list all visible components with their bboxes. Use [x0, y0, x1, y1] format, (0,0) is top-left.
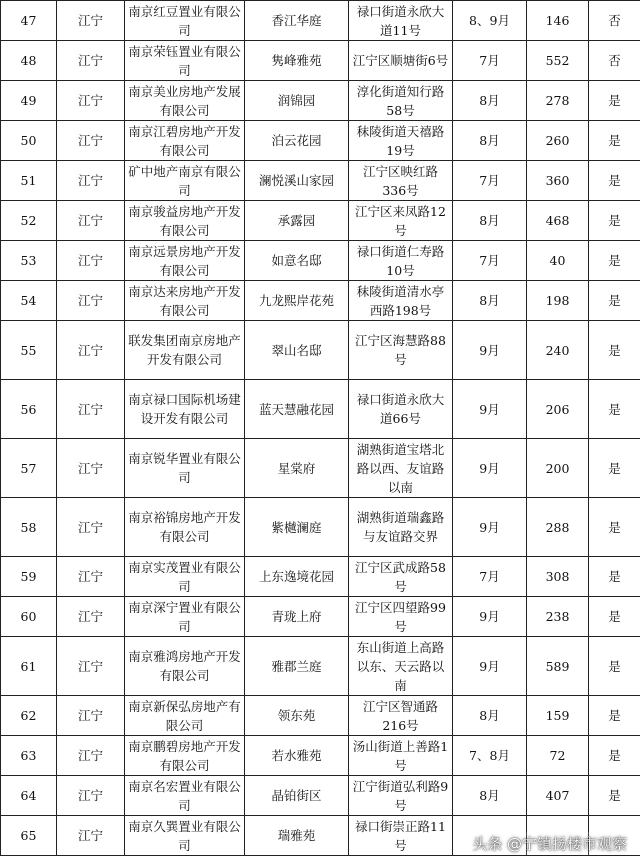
cell-company: 南京江碧房地产开发有限公司 — [125, 121, 245, 161]
table-row — [1, 281, 640, 321]
cell-units: 308 — [527, 557, 589, 597]
cell-location: 淳化街道知行路58号 — [349, 81, 453, 121]
table-body — [1, 1, 640, 856]
cell-district: 江宁 — [57, 498, 125, 557]
cell-project: 上东逸境花园 — [245, 557, 349, 597]
cell-company: 南京久巽置业有限公司 — [125, 816, 245, 856]
cell-flag: 是 — [589, 281, 640, 321]
table-row — [1, 557, 640, 597]
table-row — [1, 498, 640, 557]
cell-units: 360 — [527, 161, 589, 201]
cell-project: 领东苑 — [245, 696, 349, 736]
cell-project: 青珑上府 — [245, 597, 349, 637]
cell-number: 47 — [1, 1, 57, 41]
cell-district: 江宁 — [57, 776, 125, 816]
cell-project: 若水雅苑 — [245, 736, 349, 776]
cell-company: 南京实茂置业有限公司 — [125, 557, 245, 597]
cell-units: 206 — [527, 380, 589, 439]
cell-district: 江宁 — [57, 81, 125, 121]
cell-units: 552 — [527, 41, 589, 81]
cell-project: 紫樾澜庭 — [245, 498, 349, 557]
cell-flag: 是 — [589, 776, 640, 816]
cell-month: 8月 — [453, 776, 527, 816]
table-row — [1, 121, 640, 161]
cell-district: 江宁 — [57, 1, 125, 41]
cell-month: 7月 — [453, 41, 527, 81]
table-row — [1, 241, 640, 281]
cell-month: 9月 — [453, 637, 527, 696]
cell-company: 南京远景房地产开发有限公司 — [125, 241, 245, 281]
table-row — [1, 41, 640, 81]
cell-month: 8月 — [453, 201, 527, 241]
cell-month: 9月 — [453, 321, 527, 380]
cell-flag: 是 — [589, 121, 640, 161]
cell-units: 200 — [527, 439, 589, 498]
cell-location: 禄口街道仁寿路10号 — [349, 241, 453, 281]
cell-district: 江宁 — [57, 201, 125, 241]
cell-month: 8月 — [453, 281, 527, 321]
cell-month: 9月 — [453, 498, 527, 557]
cell-flag: 是 — [589, 696, 640, 736]
cell-flag: 是 — [589, 241, 640, 281]
cell-location: 禄口街道永欣大道66号 — [349, 380, 453, 439]
cell-number: 56 — [1, 380, 57, 439]
cell-location: 汤山街道上善路1号 — [349, 736, 453, 776]
cell-flag: 是 — [589, 201, 640, 241]
table-row — [1, 696, 640, 736]
cell-district: 江宁 — [57, 557, 125, 597]
cell-flag: 是 — [589, 321, 640, 380]
cell-number: 52 — [1, 201, 57, 241]
cell-number: 59 — [1, 557, 57, 597]
cell-units: 146 — [527, 1, 589, 41]
cell-number: 53 — [1, 241, 57, 281]
cell-district: 江宁 — [57, 597, 125, 637]
table-row — [1, 201, 640, 241]
cell-number: 51 — [1, 161, 57, 201]
cell-month: 7月 — [453, 557, 527, 597]
cell-number: 65 — [1, 816, 57, 856]
table-row — [1, 321, 640, 380]
cell-company: 南京锐华置业有限公司 — [125, 439, 245, 498]
cell-project: 星棠府 — [245, 439, 349, 498]
cell-location: 江宁区海慧路88号 — [349, 321, 453, 380]
cell-company: 南京禄口国际机场建设开发有限公司 — [125, 380, 245, 439]
cell-month: 7月 — [453, 161, 527, 201]
cell-flag: 是 — [589, 498, 640, 557]
cell-district: 江宁 — [57, 321, 125, 380]
cell-units: 72 — [527, 736, 589, 776]
cell-flag: 是 — [589, 637, 640, 696]
cell-flag: 是 — [589, 161, 640, 201]
cell-location: 江宁区来凤路12号 — [349, 201, 453, 241]
cell-company: 南京荣钰置业有限公司 — [125, 41, 245, 81]
cell-location: 湖熟街道瑞鑫路与友谊路交界 — [349, 498, 453, 557]
cell-project: 泊云花园 — [245, 121, 349, 161]
cell-project: 澜悦溪山家园 — [245, 161, 349, 201]
cell-district: 江宁 — [57, 380, 125, 439]
cell-company: 南京名宏置业有限公司 — [125, 776, 245, 816]
cell-project: 润锦园 — [245, 81, 349, 121]
cell-number: 55 — [1, 321, 57, 380]
cell-units: 589 — [527, 637, 589, 696]
cell-month: 9月 — [453, 439, 527, 498]
cell-flag: 是 — [589, 597, 640, 637]
table-row — [1, 380, 640, 439]
cell-project: 香江华庭 — [245, 1, 349, 41]
cell-project: 瑞雅苑 — [245, 816, 349, 856]
table-row — [1, 439, 640, 498]
cell-location: 东山街道上高路以东、天云路以南 — [349, 637, 453, 696]
cell-units: 238 — [527, 597, 589, 637]
cell-district: 江宁 — [57, 696, 125, 736]
cell-month: 8月 — [453, 81, 527, 121]
table-row — [1, 597, 640, 637]
table-row — [1, 776, 640, 816]
cell-flag: 否 — [589, 1, 640, 41]
cell-flag: 否 — [589, 41, 640, 81]
cell-number: 49 — [1, 81, 57, 121]
cell-company: 联发集团南京房地产开发有限公司 — [125, 321, 245, 380]
cell-location: 禄口街道永欣大道11号 — [349, 1, 453, 41]
cell-number: 48 — [1, 41, 57, 81]
cell-month: 8月 — [453, 696, 527, 736]
cell-location: 江宁区智通路216号 — [349, 696, 453, 736]
cell-company: 南京达来房地产开发有限公司 — [125, 281, 245, 321]
cell-number: 63 — [1, 736, 57, 776]
cell-location: 秣陵街道清水亭西路198号 — [349, 281, 453, 321]
cell-district: 江宁 — [57, 161, 125, 201]
table-row — [1, 637, 640, 696]
cell-location: 江宁街道弘利路9号 — [349, 776, 453, 816]
cell-project: 雅郡兰庭 — [245, 637, 349, 696]
cell-project: 晶铂街区 — [245, 776, 349, 816]
table-row — [1, 736, 640, 776]
cell-number: 58 — [1, 498, 57, 557]
cell-district: 江宁 — [57, 637, 125, 696]
cell-month: 9月 — [453, 380, 527, 439]
cell-company: 南京骏益房地产开发有限公司 — [125, 201, 245, 241]
cell-number: 60 — [1, 597, 57, 637]
cell-location: 湖熟街道宝塔北路以西、友谊路以南 — [349, 439, 453, 498]
cell-flag: 是 — [589, 439, 640, 498]
cell-number: 64 — [1, 776, 57, 816]
cell-month: 9月 — [453, 597, 527, 637]
cell-company: 南京深宁置业有限公司 — [125, 597, 245, 637]
cell-company: 南京美业房地产发展有限公司 — [125, 81, 245, 121]
cell-units: 288 — [527, 498, 589, 557]
cell-project: 九龙熙岸花苑 — [245, 281, 349, 321]
cell-company: 矿中地产南京有限公司 — [125, 161, 245, 201]
cell-company: 南京鹏碧房地产开发有限公司 — [125, 736, 245, 776]
cell-location: 禄口街崇正路11号 — [349, 816, 453, 856]
cell-units: 278 — [527, 81, 589, 121]
cell-district: 江宁 — [57, 816, 125, 856]
cell-company: 南京裕锦房地产开发有限公司 — [125, 498, 245, 557]
cell-number: 62 — [1, 696, 57, 736]
cell-number: 50 — [1, 121, 57, 161]
cell-number: 57 — [1, 439, 57, 498]
cell-district: 江宁 — [57, 241, 125, 281]
cell-units: 198 — [527, 281, 589, 321]
cell-project: 隽峰雅苑 — [245, 41, 349, 81]
cell-month: 7、8月 — [453, 736, 527, 776]
cell-units: 407 — [527, 776, 589, 816]
cell-project: 翠山名邸 — [245, 321, 349, 380]
cell-project: 蓝天慧融花园 — [245, 380, 349, 439]
cell-district: 江宁 — [57, 439, 125, 498]
cell-flag: 是 — [589, 557, 640, 597]
cell-units: 260 — [527, 121, 589, 161]
cell-location: 秣陵街道天禧路19号 — [349, 121, 453, 161]
cell-month: 8、9月 — [453, 1, 527, 41]
cell-location: 江宁区四望路99号 — [349, 597, 453, 637]
cell-district: 江宁 — [57, 736, 125, 776]
cell-flag: 是 — [589, 736, 640, 776]
watermark: 头条 @宁镇扬楼市观察 — [469, 832, 630, 855]
cell-location: 江宁区映红路336号 — [349, 161, 453, 201]
cell-company: 南京红豆置业有限公司 — [125, 1, 245, 41]
cell-project: 承露园 — [245, 201, 349, 241]
cell-company: 南京雅鸿房地产开发有限公司 — [125, 637, 245, 696]
cell-number: 54 — [1, 281, 57, 321]
cell-location: 江宁区顺塘街6号 — [349, 41, 453, 81]
cell-number: 61 — [1, 637, 57, 696]
cell-flag: 是 — [589, 81, 640, 121]
cell-district: 江宁 — [57, 121, 125, 161]
cell-flag: 是 — [589, 380, 640, 439]
cell-units: 159 — [527, 696, 589, 736]
table-row — [1, 161, 640, 201]
cell-district: 江宁 — [57, 281, 125, 321]
cell-units: 40 — [527, 241, 589, 281]
cell-units: 468 — [527, 201, 589, 241]
cell-company: 南京新保弘房地产有限公司 — [125, 696, 245, 736]
cell-location: 江宁区武成路58号 — [349, 557, 453, 597]
cell-month: 8月 — [453, 121, 527, 161]
cell-month: 7月 — [453, 241, 527, 281]
table-row — [1, 1, 640, 41]
cell-project: 如意名邸 — [245, 241, 349, 281]
cell-units: 240 — [527, 321, 589, 380]
table-row — [1, 81, 640, 121]
cell-district: 江宁 — [57, 41, 125, 81]
